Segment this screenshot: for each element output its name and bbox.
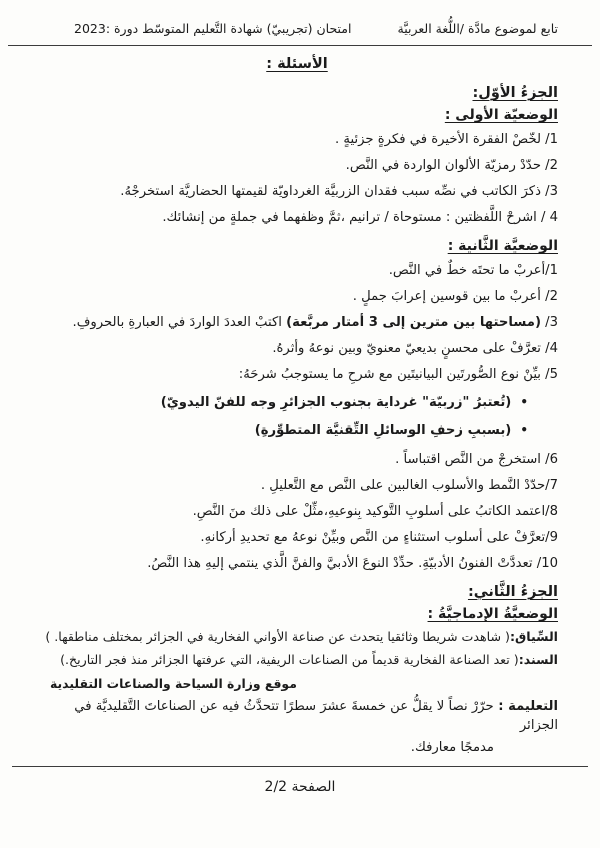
part1-heading-row [36,85,558,101]
footer-divider [12,766,588,767]
header-divider [8,45,592,46]
questions-heading: الأسئلة : [266,56,328,72]
instruction-label: التعليمة : [493,699,558,714]
header-subject-note: تابع لموضوع مادَّة /اللُّغة العربيَّة [397,21,558,36]
bullet-list-item [36,393,558,412]
situation1-heading-row [36,107,558,123]
instruction-line [36,697,558,735]
questions-heading-row [36,53,558,72]
question-number: 3/ [540,315,558,330]
question-item [36,313,558,332]
integrative-situation-heading: الوضعيَّةُ الإدماجيَّةُ : [427,606,558,622]
question-item: 3/ ذكرَ الكاتب في نصِّه سبب فقدان الزربيَّة الغرداويّة لقيمتها الحضاريَّة استخرجْهُ. [120,184,558,199]
part1-heading: الجزءُ الأوّل: [472,85,558,101]
situation2-heading-row [36,238,558,254]
page-number: الصفحة 2/2 [264,779,336,795]
page-footer [0,766,600,795]
part2-heading-row [36,584,558,600]
instruction-continuation: مدمجًا معارفك. [410,740,494,755]
bullet-list-item [36,421,558,440]
page-header [36,20,558,38]
part2-heading: الجزءُ الثَّاني: [467,584,558,600]
bullet-icon: • [520,423,528,437]
instruction-text: حرّرْ نصاً لا يقلُّ عن خمسةَ عشرَ سطرًا تتحدَّثُ فيه عن الصناعاتَ التَّقليديَّة في الجزائر [74,699,558,733]
question-item: 1/ لخّصْ الفقرة الأخيرة في فكرةٍ جزئيةٍ . [335,132,558,147]
context-line [36,628,558,645]
question-item: 4/ تعرَّفْ على محسنٍ بديعيّ معنويّ وبين نوعهُ وأثرهُ. [272,341,558,356]
source-line: موقع وزارة السياحة والصناعات التقليدية [50,676,297,691]
support-text: ( تعد الصناعة الفخارية قديماً من الصناعات الريفية، التي عرفتها الجزائر منذ فجر التاريخ.) [60,652,519,667]
situation1-heading: الوضعيّة الأولى : [444,107,558,123]
integrative-situation-heading-row [36,606,558,622]
context-label: السِّياق: [509,629,558,644]
question-item: 7/حدّدْ النَّمط والأسلوب الغالبين على النَّص مع التَّعليلِ . [260,478,558,493]
question-text: اكتبْ العددَ الواردَ في العبارةِ بالحروفِ. [72,315,287,330]
bullet-text: (بسببِ زحفِ الوسائلِ التِّقنيَّة المتطوِّرةِ) [254,423,512,438]
question-item: 8/اعتمد الكاتبُ على أسلوبِ التَّوكيد بِنوعيهِ،مثِّلْ على ذلك منَ النَّصِ. [192,504,558,519]
header-exam-title: امتحان (تجريبيّ) شهادة التَّعليم المتوسّط دورة :2023 [74,21,352,36]
question-item: 2/ أعربْ ما بين قوسين إعرابَ جملٍ . [352,289,558,304]
question-item: 10/ تعددَّتْ الفنونُ الأدبيّةِ. حدِّدْ النوعَ الأدبيَّ والفنَّ الَّذي ينتمي إليهِ هذا النَّصُ. [147,556,558,571]
bullet-text: (تُعتبرُ "زربيّة" غرداية بجنوب الجزائرِ وجه للفنّ اليدويّ) [160,395,512,410]
question-item: 1/أعربْ ما تحتَه خطٌ في النَّص. [388,263,558,278]
support-line [36,651,558,668]
question-item: 9/تعرَّفْ على أسلوب استثناءٍ من النَّص وبيِّنْ نوعهُ مع تحديدِ أركانهِ. [200,530,558,545]
support-label: السند: [518,652,558,667]
question-item: 5/ بيِّنْ نوع الصُّورتَين البيانيتَين مع شرحِ ما يستوجبُ شرحَهُ: [238,367,558,382]
situation2-heading: الوضعيَّة الثَّانية : [447,238,558,254]
question-bold-phrase: (مساحتها بين مترين إلى 3 أمتار مربَّعة) [286,315,541,330]
question-item: 6/ استخرجْ من النَّص اقتباساً . [395,452,558,467]
question-item: 4 / اشرحْ اللَّفظتين : مستوحاة / ترانيم ،ثمَّ وظفهما في جملةٍ من إنشائك. [162,210,558,225]
question-item: 2/ حدّدْ رمزيّة الألوان الواردة في النَّص. [345,158,558,173]
context-text: ( شاهدت شريطا وثائقيا يتحدث عن صناعة الأواني الفخارية في الجزائر بمختلف مناطقها. ) [45,629,510,644]
bullet-icon: • [520,395,528,409]
